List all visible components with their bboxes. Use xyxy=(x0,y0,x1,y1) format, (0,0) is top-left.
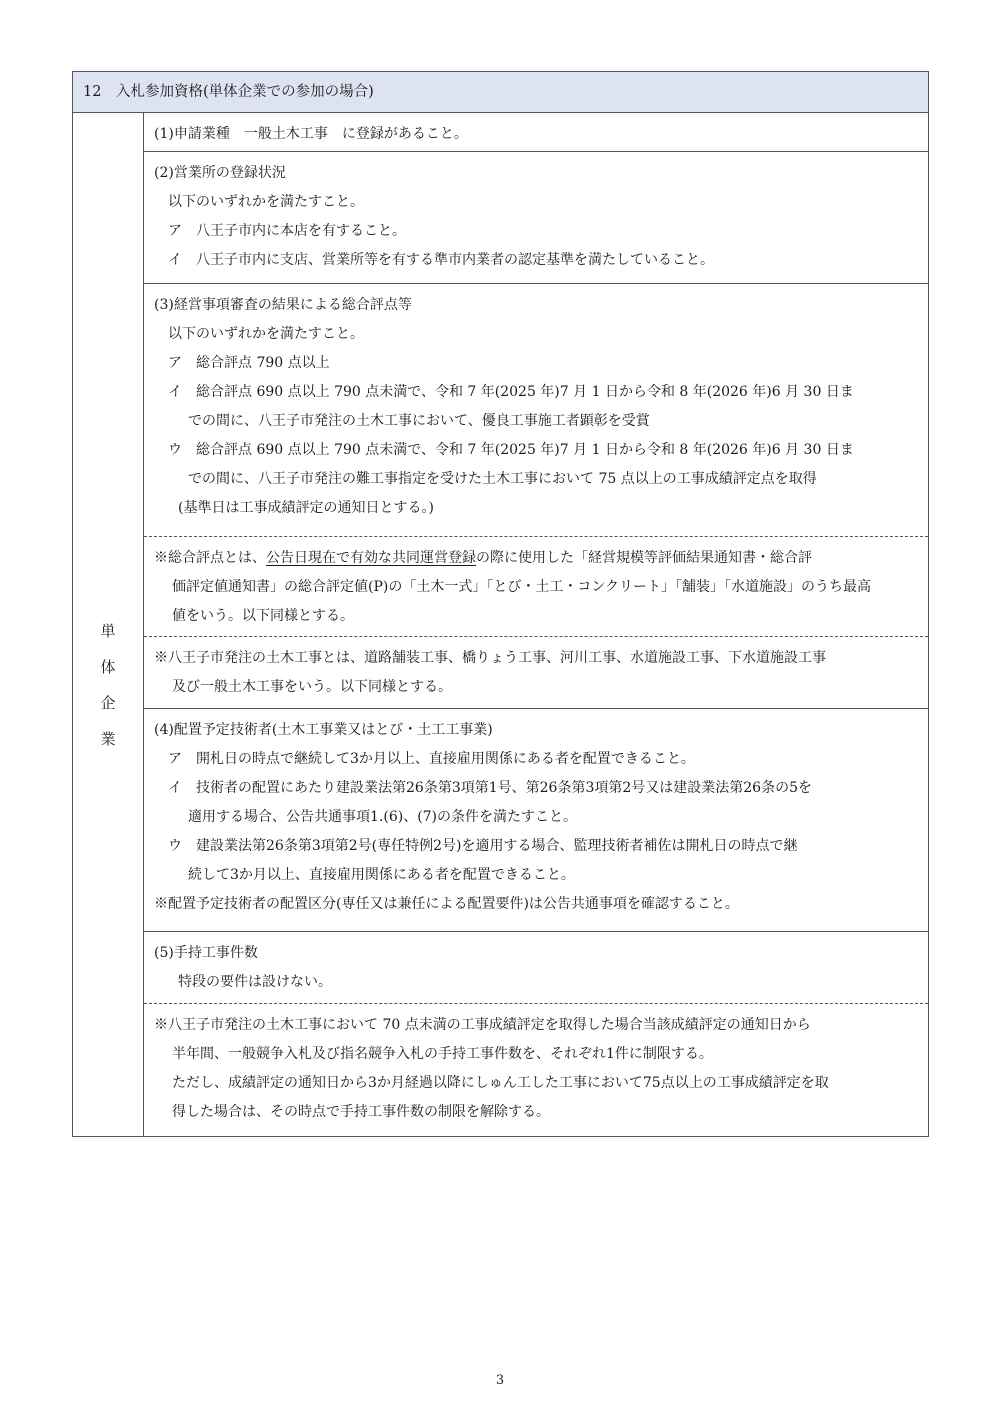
item-4-option-a: ア 開札日の時点で継続して3か月以上、直接雇用関係にある者を配置できること。 xyxy=(168,751,695,767)
note-3-line-2: 半年間、一般競争入札及び指名競争入札の手持工事件数を、それぞれ1件に制限する。 xyxy=(172,1046,713,1062)
note-2-line-2: 及び一般土木工事をいう。以下同様とする。 xyxy=(172,679,452,695)
item-3-option-c: ウ 総合評点 690 点以上 790 点未満で、令和 7 年(2025 年)7 月 1 日から令和 8 年(2026 年)6 月 30 日ま xyxy=(168,442,854,458)
note-3-line-1: ※八王子市発注の土木工事において 70 点未満の工事成績評定を取得した場合当該成績評定の通知日から xyxy=(154,1017,811,1033)
item-5-cell xyxy=(144,932,928,1004)
item-4-cell xyxy=(144,709,928,932)
item-1-text: (1)申請業種 一般土木工事 に登録があること。 xyxy=(154,126,468,142)
side-label-char: 体 xyxy=(100,657,116,676)
item-3-option-c-note: (基準日は工事成績評定の通知日とする。) xyxy=(178,500,434,516)
item-3-option-b-cont: での間に、八王子市発注の土木工事において、優良工事施工者顕彰を受賞 xyxy=(188,413,650,429)
item-3-option-c-cont: での間に、八王子市発注の難工事指定を受けた土木工事において 75 点以上の工事成績評定点を取得 xyxy=(188,471,817,487)
item-2-line: イ 八王子市内に支店、営業所等を有する準市内業者の認定基準を満たしていること。 xyxy=(168,252,714,268)
item-3-intro: 以下のいずれかを満たすこと。 xyxy=(168,326,364,342)
item-2-line: ア 八王子市内に本店を有すること。 xyxy=(168,223,406,239)
note-3-cell xyxy=(144,1004,928,1136)
note-1-line-1 xyxy=(154,544,918,573)
note-3-line-3: ただし、成績評定の通知日から3か月経過以降にしゅん工した工事において75点以上の工事成績評定を取 xyxy=(172,1075,829,1091)
section-title: 12 入札参加資格(単体企業での参加の場合) xyxy=(73,72,928,113)
note-1-underline: 公告日現在で有効な共同運営登録 xyxy=(266,550,476,566)
note-2-line-1: ※八王子市発注の土木工事とは、道路舗装工事、橋りょう工事、河川工事、水道施設工事、下水道施設工事 xyxy=(154,650,826,666)
side-label-char: 単 xyxy=(100,621,116,640)
item-4-option-b: イ 技術者の配置にあたり建設業法第26条第3項第1号、第26条第3項第2号又は建設業法第26条の5を xyxy=(168,780,812,796)
item-3-option-b: イ 総合評点 690 点以上 790 点未満で、令和 7 年(2025 年)7 月 1 日から令和 8 年(2026 年)6 月 30 日ま xyxy=(168,384,854,400)
item-2-cell xyxy=(144,152,928,284)
note-2-cell xyxy=(144,637,928,709)
side-label-column xyxy=(73,113,144,1136)
item-5-text: 特段の要件は設けない。 xyxy=(178,974,332,990)
table-body xyxy=(73,113,928,1136)
item-3-heading: (3)経営事項審査の結果による総合評点等 xyxy=(154,297,412,313)
item-4-option-c: ウ 建設業法第26条第3項第2号(専任特例2号)を適用する場合、監理技術者補佐は開札日の時点で継 xyxy=(168,838,798,854)
requirements-column xyxy=(144,113,928,1136)
page-number: 3 xyxy=(495,1373,505,1388)
side-label-char: 業 xyxy=(100,729,116,748)
item-4-option-c-cont: 続して3か月以上、直接雇用関係にある者を配置できること。 xyxy=(188,867,575,883)
item-1-cell xyxy=(144,113,928,152)
note-1-line-2: 価評定値通知書」の総合評定値(P)の「土木一式」「とび・土工・コンクリート」「舗装」「水道施設」のうち最高 xyxy=(172,579,872,595)
side-label-char: 企 xyxy=(100,693,116,712)
note-3-line-4: 得した場合は、その時点で手持工事件数の制限を解除する。 xyxy=(172,1104,550,1120)
note-1-line-3: 値をいう。以下同様とする。 xyxy=(172,608,354,624)
note-1-cell xyxy=(144,537,928,637)
item-4-option-b-cont: 適用する場合、公告共通事項1.(6)、(7)の条件を満たすこと。 xyxy=(188,809,578,825)
item-2-line: 以下のいずれかを満たすこと。 xyxy=(168,194,364,210)
item-2-heading: (2)営業所の登録状況 xyxy=(154,165,286,181)
item-4-heading: (4)配置予定技術者(土木工事業又はとび・土工工事業) xyxy=(154,722,493,738)
qualification-table xyxy=(72,71,929,1137)
item-3-cell xyxy=(144,284,928,537)
item-5-heading: (5)手持工事件数 xyxy=(154,945,258,961)
item-4-note: ※配置予定技術者の配置区分(専任又は兼任による配置要件)は公告共通事項を確認すること。 xyxy=(154,896,739,912)
item-3-option-a: ア 総合評点 790 点以上 xyxy=(168,355,330,371)
note-1-pre: ※総合評点とは、 xyxy=(154,550,266,566)
note-1-post: の際に使用した「経営規模等評価結果通知書・総合評 xyxy=(476,550,812,566)
